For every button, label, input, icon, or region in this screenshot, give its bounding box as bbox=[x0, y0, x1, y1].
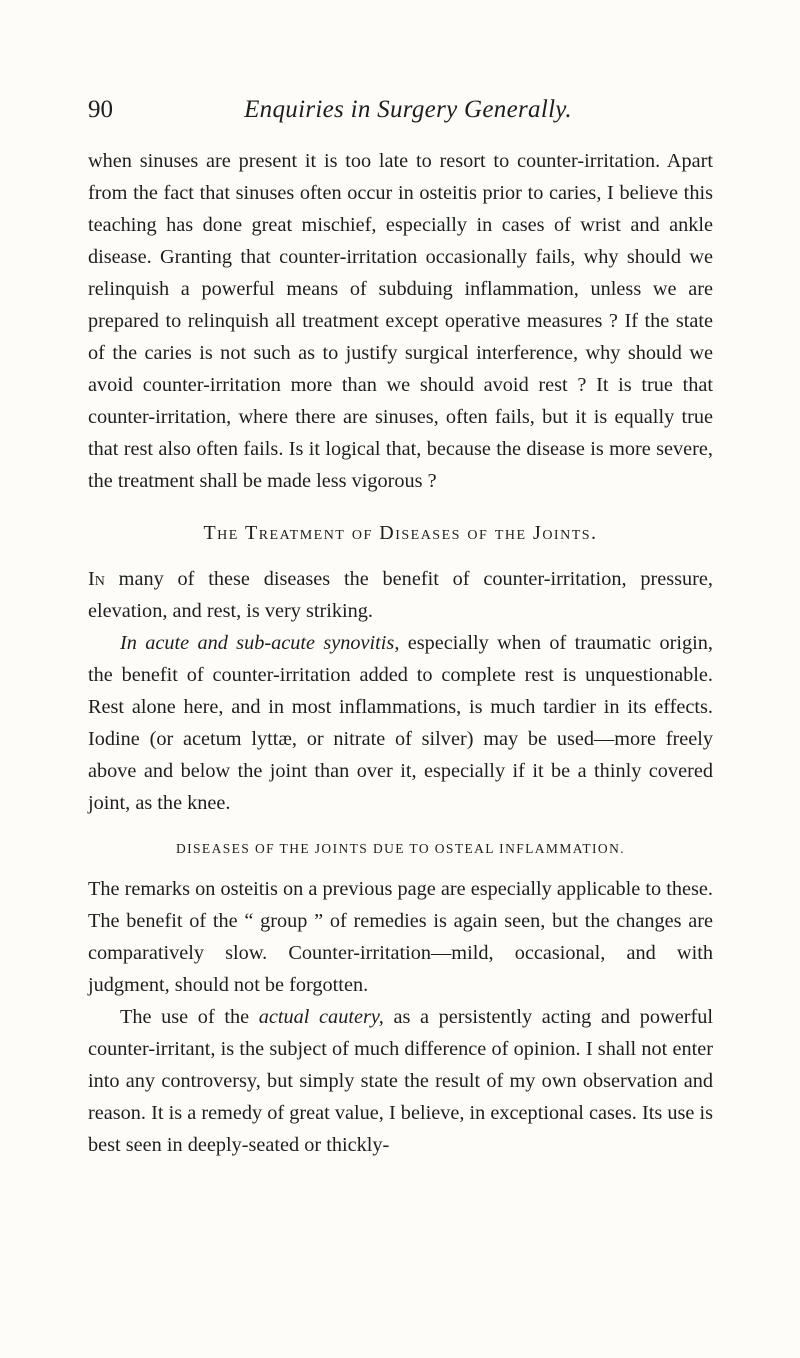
paragraph-joint-diseases bbox=[88, 563, 713, 627]
page-header bbox=[88, 92, 728, 132]
paragraph-actual-cautery bbox=[88, 1001, 713, 1161]
paragraph-continuation: when sinuses are present it is too late to resort to counter-irritation. Apart from the fact that sinuses often occur in osteitis prior to caries, I believe this teaching has done great mischief, especially in cases of wrist and ankle disease. Granting that counter-irritation occasionally fails, why should we relinquish a powerful means of subduing inflammation, unless we are prepared to relinquish all treatment except operative measures ? If the state of the caries is not such as to justify surgical interference, why should we avoid counter-irritation more than we should avoid rest ? It is true that counter-irritation, where there are sinuses, often fails, but it is equally true that rest also often fails. Is it logical that, because the disease is more severe, the treatment shall be made less vigorous ? bbox=[88, 150, 713, 492]
paragraph-cautery-text-a: The use of the bbox=[120, 1006, 259, 1028]
actual-cautery-italic: actual cautery, bbox=[258, 1006, 384, 1028]
paragraph-synovitis bbox=[88, 627, 713, 819]
section-heading-treatment-joints: The Treatment of Diseases of the Joints. bbox=[203, 522, 598, 544]
running-head: Enquiries in Surgery Generally. bbox=[244, 96, 572, 123]
paragraph-cautery-text-b: as a persistently acting and powerful counter-irritant, is the subject of much difference of opinion. I shall not enter into any controversy, but simply state the result of my own observation and reason. It is a remedy of great value, I believe, in exceptional cases. Its use is best seen in deeply-seated or thickly- bbox=[88, 1006, 714, 1156]
paragraph-lead-word: In bbox=[88, 568, 105, 590]
paragraph-osteitis-remarks: The remarks on osteitis on a previous page are especially applicable to these. The benefit of the “ group ” of remedies is again seen, but the changes are comparatively slow. Counter-irritation—mild, occasional, and with judgment, should not be forgotten. bbox=[88, 878, 713, 996]
section-subheading-osteal-inflammation: DISEASES OF THE JOINTS DUE TO OSTEAL INFLAMMATION. bbox=[175, 841, 625, 856]
paragraph-synovitis-text: especially when of traumatic origin, the benefit of counter-irritation added to complete rest is unquestionable. Rest alone here, and in most inflammations, is much tardier in its effects. Iodine (or acetum lyttæ, or nitrate of silver) may be used—more freely above and below the joint than over it, especially if it be a thinly covered joint, as the knee. bbox=[88, 632, 713, 814]
synovitis-italic-phrase: In acute and sub-acute synovitis, bbox=[120, 632, 400, 654]
page-body bbox=[88, 145, 713, 1161]
paragraph-joint-diseases-text: many of these diseases the benefit of counter-irritation, pressure, elevation, and rest, is very striking. bbox=[88, 568, 713, 622]
page-number: 90 bbox=[88, 96, 113, 123]
